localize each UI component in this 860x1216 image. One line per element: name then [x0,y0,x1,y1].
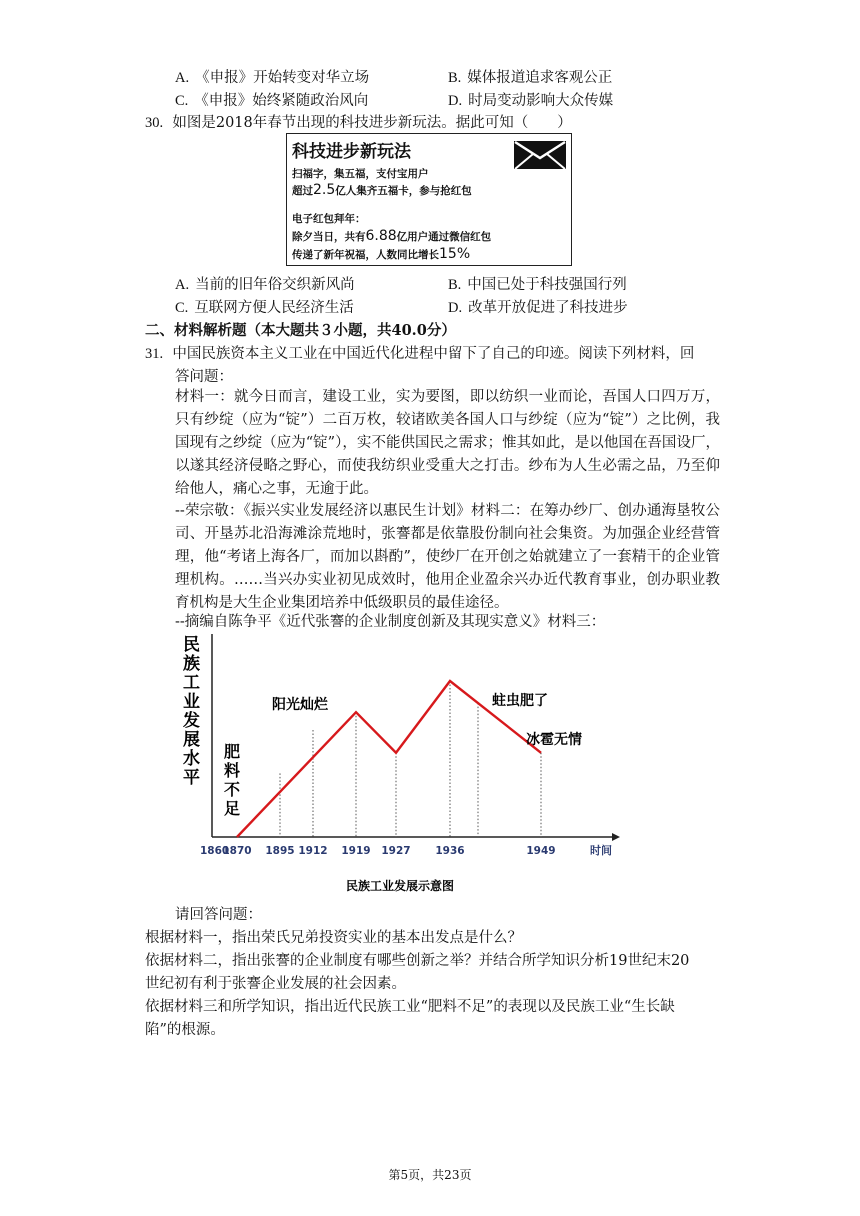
notice-line-1: 扫福字，集五福，支付宝用户 [292,168,429,180]
x-tick-1919: 1919 [341,845,371,857]
y-label-char-2: 工 [183,673,200,693]
annotation-feiliao-char-0: 肥 [224,742,241,761]
y-label-char-4: 发 [183,711,200,731]
annotation-feiliao-buzu [224,742,240,818]
notice-line-2: 超过2.5亿人集齐五福卡，参与抢红包 [292,182,472,198]
y-label-char-1: 族 [183,654,200,674]
national-industry-chart [180,632,620,897]
y-label-char-5: 展 [183,730,200,750]
q30-stem: 30. 如图是2018年春节出现的科技进步新玩法。据此可知（ ） [145,115,572,131]
q31-question-2-line-1: 依据材料二，指出张謇的企业制度有哪些创新之举？并结合所学知识分析19世纪末20 [145,953,690,969]
x-tick-1949: 1949 [526,845,556,857]
q31-material-1: 材料一：就今日而言，建设工业，实为要图，即以纺织一业而论，吾国人口四万万，只有纱绽（应为“锭”）二百万枚，较诸欧美各国人口与纱绽（应为“锭”）之比例，我国现有之纱绽（应为“锭”），实不能供国民之需求；惟其如此，是以他国在吾国设厂，以遂其经济侵略之野心，而使我纺织业受重大之打击。纱布为人生必需之品，乃至仰给他人，痛心之事，无逾于此。 [175,389,720,497]
y-label-char-0: 民 [183,635,200,655]
q29-option-row-2 [175,89,695,111]
x-axis-arrow [612,833,620,841]
q29-option-d[interactable]: D. 时局变动影响大众传媒 [448,93,614,109]
q30-option-row-2 [175,296,695,318]
q31-material-3-intro: --摘编自陈争平《近代张謇的企业制度创新及其现实意义》材料三： [175,614,606,630]
q30-option-c[interactable]: C. 互联网方便人民经济生活 [175,300,354,316]
notice-line-5: 传递了新年祝福，人数同比增长15% [292,246,471,262]
q30-option-d[interactable]: D. 改革开放促进了科技进步 [448,300,628,316]
q31-question-2-line-2: 世纪初有利于张謇企业发展的社会因素。 [145,976,406,992]
q31-question-1: 根据材料一，指出荣氏兄弟投资实业的基本出发点是什么？ [145,930,522,946]
q30-image-notice [286,133,572,266]
x-tick-labels [200,845,556,857]
q31-question-3-line-1: 依据材料三和所学知识，指出近代民族工业“肥料不足”的表现以及民族工业“生长缺 [145,999,675,1015]
notice-line-4: 除夕当日，共有6.88亿用户通过微信红包 [292,228,492,244]
notice-line-3: 电子红包拜年： [292,213,366,225]
annotation-yangguang: 阳光灿烂 [272,697,328,713]
x-tick-1860: 1860 [200,845,230,857]
annotation-feiliao-char-3: 足 [224,799,241,818]
x-tick-1927: 1927 [381,845,411,857]
section-title: 二、材料解析题（本大题共３小题，共40.0分） [145,322,456,339]
q31-stem-line-1: 31. 中国民族资本主义工业在中国近代化进程中留下了自己的印迹。阅读下列材料，回 [145,346,695,362]
q30-option-a[interactable]: A. 当前的旧年俗交织新风尚 [175,277,355,293]
notice-title: 科技进步新玩法 [292,142,411,162]
annotation-feiliao-char-2: 不 [224,780,241,799]
y-label-char-3: 业 [183,692,200,712]
q30-option-row-1 [175,273,695,295]
q30-option-b[interactable]: B. 中国已处于科技强国行列 [448,277,627,293]
page-footer: 第5页，共23页 [388,1168,472,1182]
y-label-char-6: 水 [183,749,200,769]
annotation-feiliao-char-1: 料 [224,761,241,780]
envelope-icon [513,140,567,170]
q29-option-b[interactable]: B. 媒体报道追求客观公正 [448,70,613,86]
x-tick-1912: 1912 [298,845,328,857]
q29-option-c[interactable]: C. 《申报》始终紧随政治风向 [175,93,369,109]
x-tick-1870: 1870 [222,845,252,857]
y-label-char-7: 平 [183,768,200,788]
x-tick-1895: 1895 [265,845,295,857]
annotation-bingbao: 冰雹无情 [526,732,582,748]
q29-option-a[interactable]: A. 《申报》开始转变对华立场 [175,70,370,86]
y-axis-label [182,635,200,788]
annotation-zhuchong: 蛀虫肥了 [492,693,548,709]
q31-material-2: --荣宗敬：《振兴实业发展经济以惠民生计划》材料二：在筹办纱厂、创办通海垦牧公司、开垦苏北沿海滩涂荒地时，张謇都是依靠股份制向社会集资。为加强企业经营管理，他“考诸上海各厂，而加以斟酌”，使纱厂在开创之始就建立了一套精干的企业管理机构。……当兴办实业初见成效时，他用企业盈余兴办近代教育事业，创办职业教育机构是大生企业集团培养中低级职员的最佳途径。 [175,503,720,611]
q31-prompt: 请回答问题： [175,907,262,923]
chart-title: 民族工业发展示意图 [345,879,455,893]
q31-stem-line-2: 答问题： [175,369,233,385]
x-axis-label: 时间 [590,844,612,857]
x-tick-1936: 1936 [435,845,465,857]
q29-option-row-1 [175,66,695,88]
q31-question-3-line-2: 陷”的根源。 [145,1022,225,1038]
